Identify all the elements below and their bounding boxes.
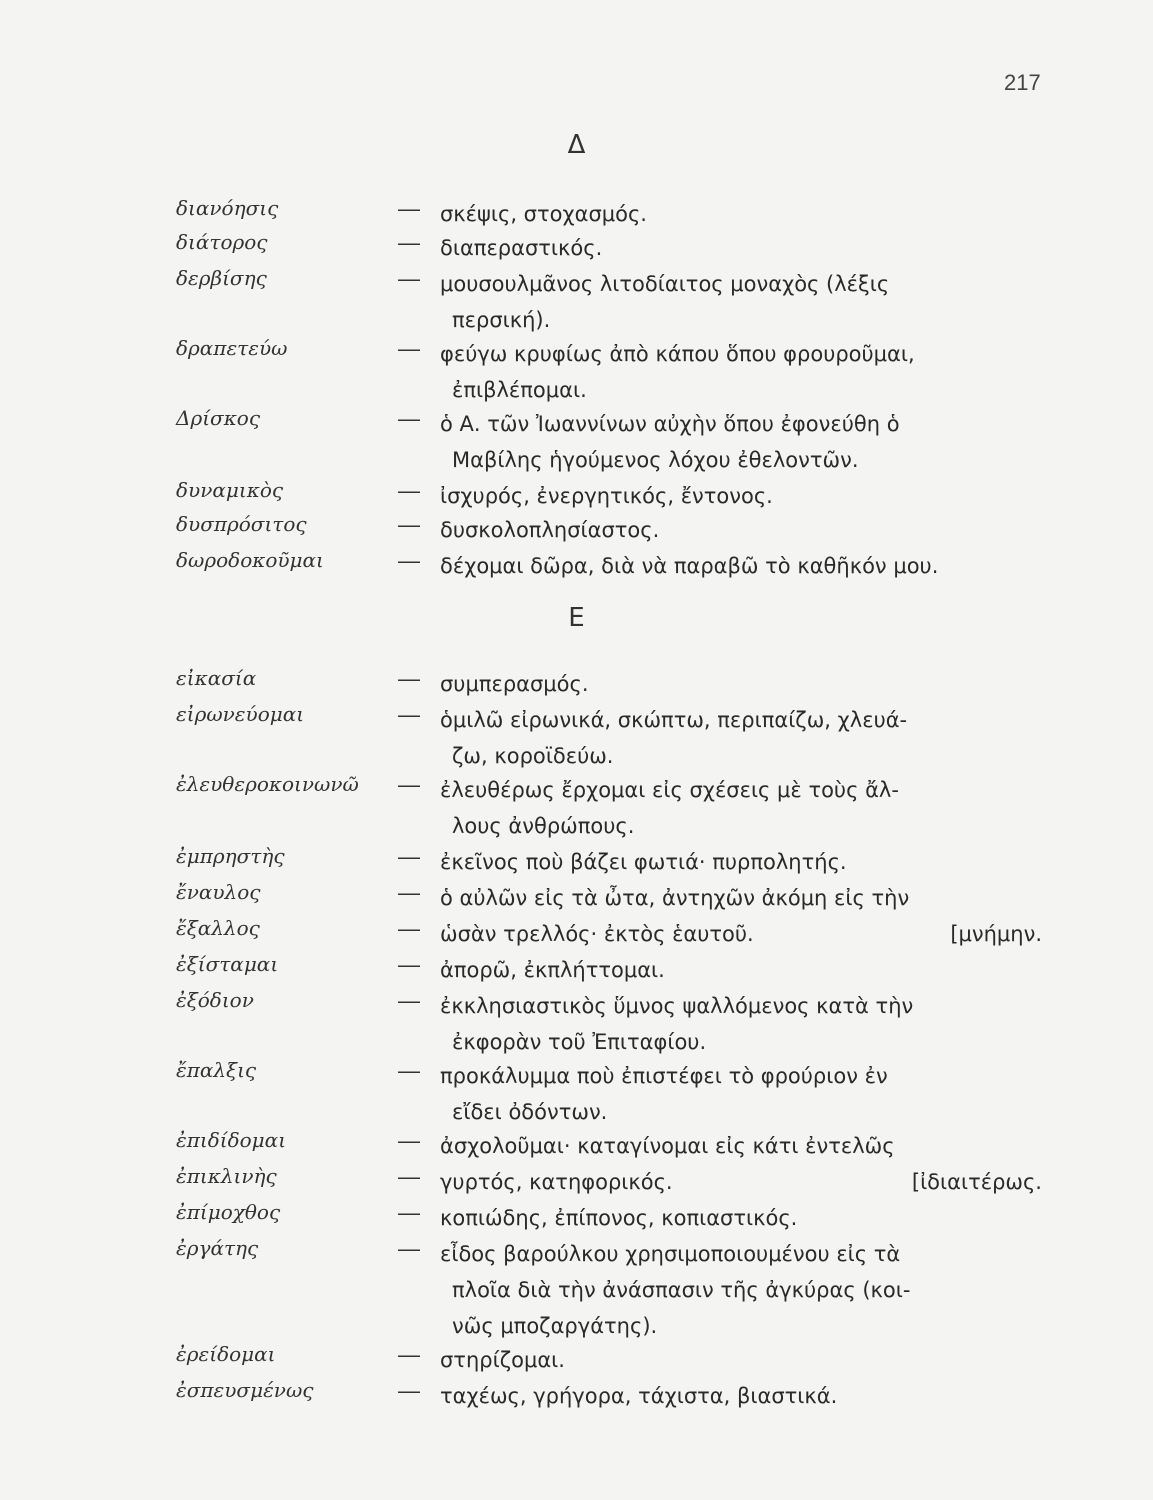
definition xyxy=(440,702,1050,774)
dash-separator: — xyxy=(398,844,420,869)
definition xyxy=(440,230,1050,266)
dash-separator: — xyxy=(398,916,420,941)
definition xyxy=(440,772,1050,844)
definition xyxy=(440,1342,1050,1378)
dash-separator: — xyxy=(398,266,420,291)
definition-line: δυσκολοπλησίαστος. xyxy=(440,518,660,542)
dash-separator: — xyxy=(398,406,420,431)
dash-separator: — xyxy=(398,988,420,1013)
definition-line: νῶς μποζαργάτης). xyxy=(452,1314,658,1338)
page-number: 217 xyxy=(1004,70,1041,95)
headword: εἰρωνεύομαι xyxy=(176,702,305,726)
headword: ἐρείδομαι xyxy=(176,1342,276,1366)
definition xyxy=(440,196,1050,232)
dash-separator: — xyxy=(398,1236,420,1261)
definition xyxy=(440,406,1050,478)
dash-separator: — xyxy=(398,772,420,797)
definition-line: ἐκφορὰν τοῦ Ἐπιταφίου. xyxy=(452,1030,707,1054)
headword: εἰκασία xyxy=(176,666,257,690)
definition-line: ἀσχολοῦμαι· καταγίνομαι εἰς κάτι ἐντελῶς xyxy=(440,1134,895,1158)
dash-separator: — xyxy=(398,512,420,537)
definition-line: συμπερασμός. xyxy=(440,672,589,696)
definition xyxy=(440,880,1050,916)
headword: ἐργάτης xyxy=(176,1236,259,1260)
dash-separator: — xyxy=(398,1200,420,1225)
definition-line: πλοῖα διὰ τὴν ἀνάσπασιν τῆς ἀγκύρας (κοι- xyxy=(452,1278,911,1302)
headword: Δρίσκος xyxy=(176,406,261,430)
definition-line: ἐκκλησιαστικὸς ὕμνος ψαλλόμενος κατὰ τὴν xyxy=(440,994,914,1018)
headword: ἔξαλλος xyxy=(176,916,260,940)
carryover-word: [ἰδιαιτέρως. xyxy=(911,1170,1042,1194)
dash-separator: — xyxy=(398,548,420,573)
headword: δωροδοκοῦμαι xyxy=(176,548,324,572)
definition-line: λους ἀνθρώπους. xyxy=(452,814,635,838)
definition xyxy=(440,1236,1050,1344)
definition-line: γυρτός, κατηφορικός. xyxy=(440,1170,673,1194)
definition xyxy=(440,1058,1050,1130)
definition xyxy=(440,1128,1050,1164)
definition-line: φεύγω κρυφίως ἀπὸ κάπου ὅπου φρουροῦμαι, xyxy=(440,342,915,366)
dash-separator: — xyxy=(398,1378,420,1403)
dash-separator: — xyxy=(398,702,420,727)
definition-line: ἰσχυρός, ἐνεργητικός, ἔντονος. xyxy=(440,484,773,508)
definition-line: ὡσὰν τρελλός· ἐκτὸς ἑαυτοῦ. xyxy=(440,922,754,946)
headword: ἐξόδιον xyxy=(176,988,254,1012)
dash-separator: — xyxy=(398,196,420,221)
dash-separator: — xyxy=(398,1128,420,1153)
definition xyxy=(440,478,1050,514)
section-letter-epsilon: Ε xyxy=(568,603,585,633)
definition xyxy=(440,1200,1050,1236)
dash-separator: — xyxy=(398,952,420,977)
definition-line: διαπεραστικός. xyxy=(440,236,603,260)
definition xyxy=(440,1164,1050,1200)
dash-separator: — xyxy=(398,1342,420,1367)
definition-line: προκάλυμμα ποὺ ἐπιστέφει τὸ φρούριον ἐν xyxy=(440,1064,888,1088)
headword: ἔναυλος xyxy=(176,880,261,904)
definition-line: ἐπιβλέπομαι. xyxy=(452,378,587,402)
headword: διάτορος xyxy=(176,230,268,254)
definition-line: Μαβίλης ἡγούμενος λόχου ἐθελοντῶν. xyxy=(452,448,859,472)
headword: ἐπίμοχθος xyxy=(176,1200,281,1224)
headword: ἐπικλινὴς xyxy=(176,1164,277,1188)
headword: ἐπιδίδομαι xyxy=(176,1128,287,1152)
definition-line: σκέψις, στοχασμός. xyxy=(440,202,647,226)
definition xyxy=(440,336,1050,408)
definition-line: ὁ αὐλῶν εἰς τὰ ὦτα, ἀντηχῶν ἀκόμη εἰς τὴν xyxy=(440,886,910,910)
definition-line: ὁμιλῶ εἰρωνικά, σκώπτω, περιπαίζω, χλευά- xyxy=(440,708,908,732)
dash-separator: — xyxy=(398,1058,420,1083)
headword: ἐσπευσμένως xyxy=(176,1378,314,1402)
definition xyxy=(440,512,1050,548)
dash-separator: — xyxy=(398,666,420,691)
dash-separator: — xyxy=(398,230,420,255)
headword: δραπετεύω xyxy=(176,336,288,360)
definition xyxy=(440,548,1050,584)
headword: διανόησις xyxy=(176,196,279,220)
definition-line: ἀπορῶ, ἐκπλήττομαι. xyxy=(440,958,665,982)
definition xyxy=(440,266,1050,338)
definition xyxy=(440,844,1050,880)
definition-line: ὁ Α. τῶν Ἰωαννίνων αὐχὴν ὅπου ἐφονεύθη ὁ xyxy=(440,412,900,436)
definition xyxy=(440,988,1050,1060)
headword: ἐξίσταμαι xyxy=(176,952,279,976)
headword: δυναμικὸς xyxy=(176,478,284,502)
definition xyxy=(440,916,1050,952)
definition-line: μουσουλμᾶνος λιτοδίαιτος μοναχὸς (λέξις xyxy=(440,272,890,296)
dash-separator: — xyxy=(398,880,420,905)
headword: ἔπαλξις xyxy=(176,1058,257,1082)
headword: ἐλευθεροκοινωνῶ xyxy=(176,772,359,796)
dash-separator: — xyxy=(398,336,420,361)
definition-line: στηρίζομαι. xyxy=(440,1348,565,1372)
definition-line: ζω, κοροϊδεύω. xyxy=(452,744,614,768)
definition-line: δέχομαι δῶρα, διὰ νὰ παραβῶ τὸ καθῆκόν μου. xyxy=(440,554,939,578)
dash-separator: — xyxy=(398,1164,420,1189)
definition-line: κοπιώδης, ἐπίπονος, κοπιαστικός. xyxy=(440,1206,798,1230)
definition xyxy=(440,666,1050,702)
definition-line: εἴδει ὀδόντων. xyxy=(452,1100,608,1124)
definition-line: ἐκεῖνος ποὺ βάζει φωτιά· πυρπολητής. xyxy=(440,850,847,874)
carryover-word: [μνήμην. xyxy=(950,922,1042,946)
definition-line: περσική). xyxy=(452,308,551,332)
definition-line: ἐλευθέρως ἔρχομαι εἰς σχέσεις μὲ τοὺς ἄλ- xyxy=(440,778,899,802)
headword: δερβίσης xyxy=(176,266,267,290)
definition-line: εἶδος βαρούλκου χρησιμοποιουμένου εἰς τὰ xyxy=(440,1242,901,1266)
section-letter-delta: Δ xyxy=(567,130,586,160)
definition xyxy=(440,1378,1050,1414)
definition xyxy=(440,952,1050,988)
headword: ἐμπρηστὴς xyxy=(176,844,285,868)
definition-line: ταχέως, γρήγορα, τάχιστα, βιαστικά. xyxy=(440,1384,838,1408)
dash-separator: — xyxy=(398,478,420,503)
headword: δυσπρόσιτος xyxy=(176,512,307,536)
